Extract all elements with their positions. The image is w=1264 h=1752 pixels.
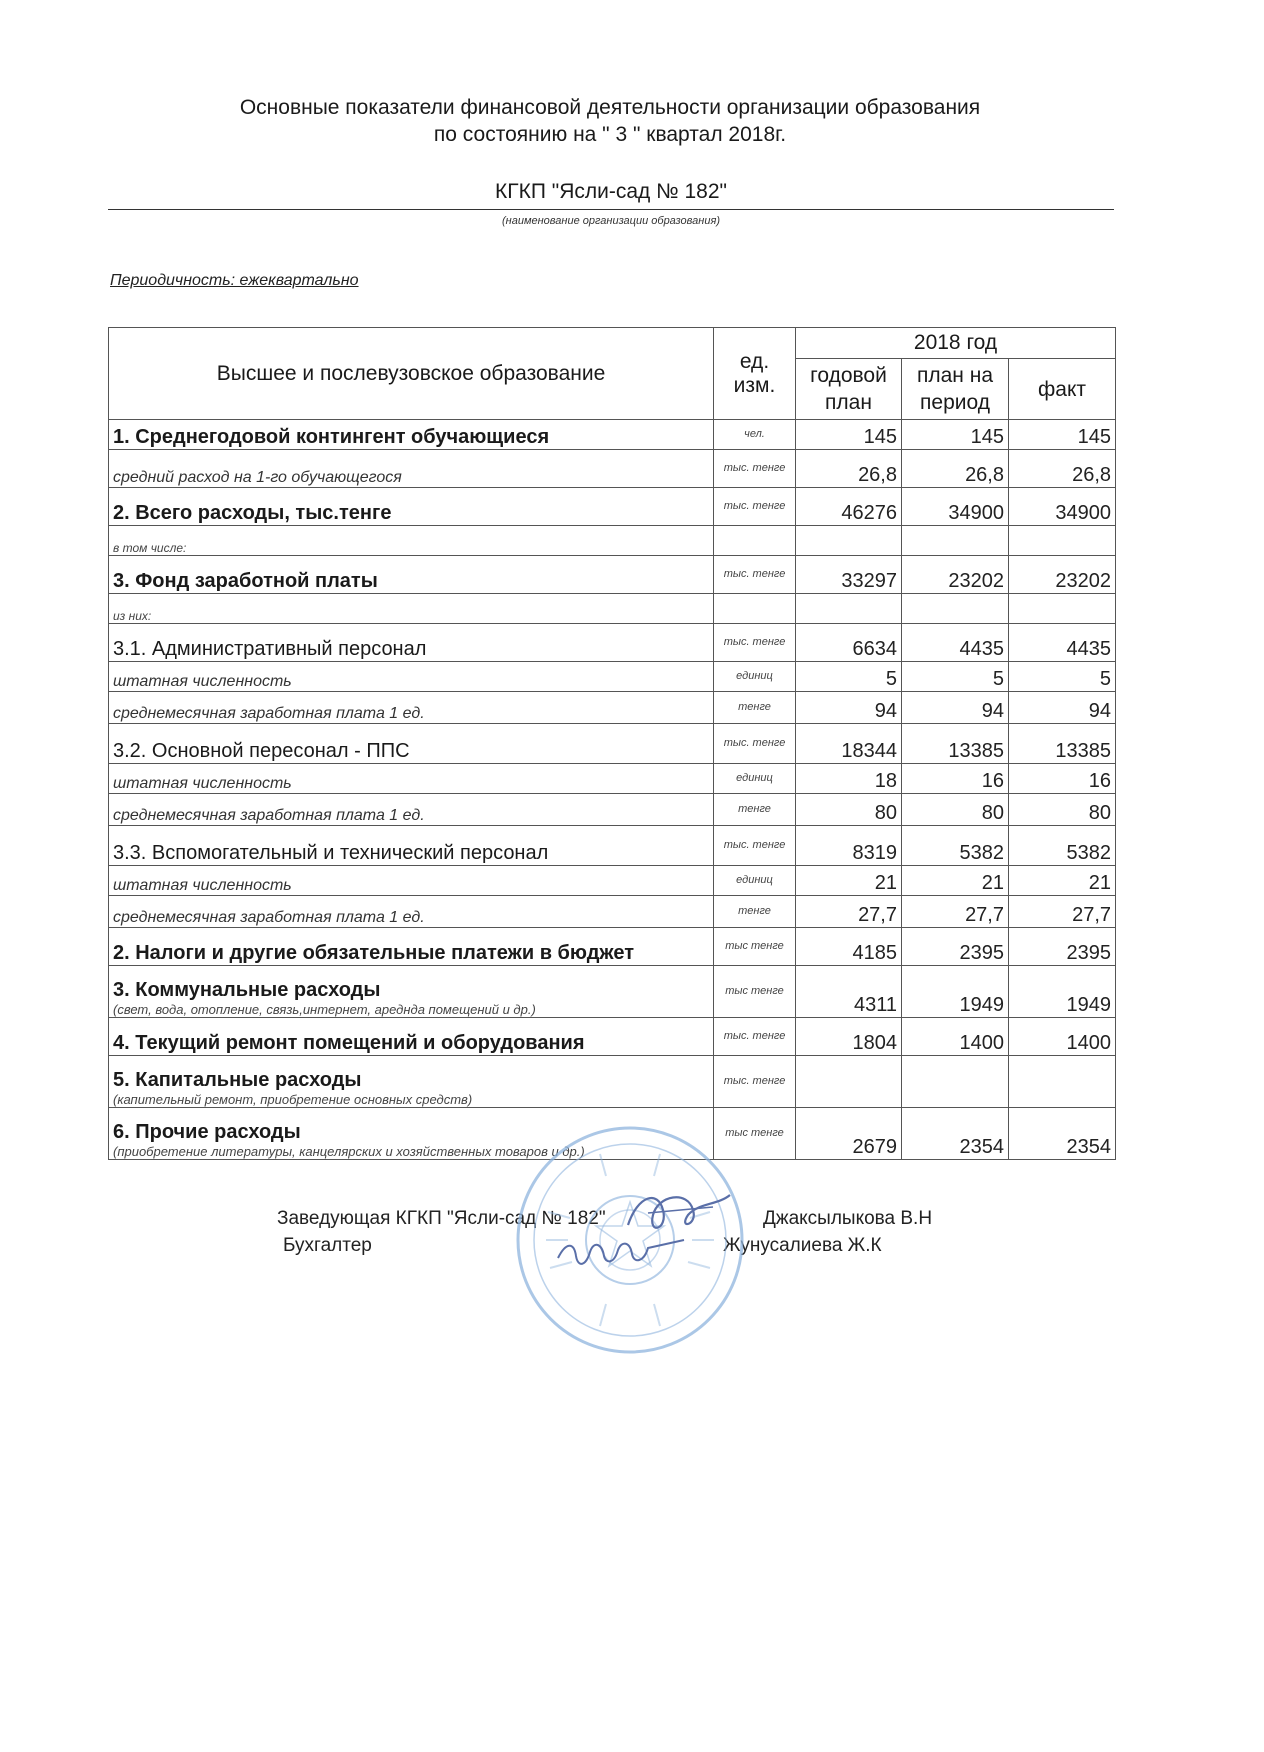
row-name: 3.3. Вспомогательный и технический персонал (109, 826, 714, 866)
organization-underline (108, 209, 1114, 210)
row-annual-value: 4311 (796, 966, 902, 1018)
row-name-note: (свет, вода, отопление, связь,интернет, аредндa помещений и др.) (113, 1002, 536, 1017)
row-fact-value: 80 (1009, 794, 1116, 826)
row-annual-value: 2679 (796, 1108, 902, 1160)
row-fact-value: 13385 (1009, 724, 1116, 764)
row-period-value: 5382 (902, 826, 1009, 866)
organization-caption: (наименование организации образования) (502, 215, 720, 227)
table-row (109, 1056, 1116, 1108)
row-unit: тыс. тенге (714, 1056, 796, 1108)
row-name: в том числе: (109, 526, 714, 556)
row-fact-value: 1949 (1009, 966, 1116, 1018)
row-annual-value: 46276 (796, 488, 902, 526)
row-period-value: 5 (902, 662, 1009, 692)
row-annual-value: 21 (796, 866, 902, 896)
periodicity-label: Периодичность: ежеквартально (110, 272, 359, 289)
row-unit: единиц (714, 764, 796, 794)
table-row (109, 724, 1116, 764)
row-annual-value: 94 (796, 692, 902, 724)
row-fact-value: 145 (1009, 420, 1116, 450)
row-period-value (902, 1056, 1009, 1108)
row-unit (714, 526, 796, 556)
table-row (109, 526, 1116, 556)
row-name: из них: (109, 594, 714, 624)
row-fact-value: 27,7 (1009, 896, 1116, 928)
row-annual-value: 8319 (796, 826, 902, 866)
row-annual-value: 4185 (796, 928, 902, 966)
table-row (109, 1018, 1116, 1056)
header-period-plan: план на период (902, 359, 1009, 420)
header-unit: ед. изм. (714, 328, 796, 420)
row-period-value: 1400 (902, 1018, 1009, 1056)
row-name: 2. Всего расходы, тыс.тенге (109, 488, 714, 526)
row-unit: тыс тенге (714, 966, 796, 1018)
row-fact-value (1009, 1056, 1116, 1108)
row-unit: чел. (714, 420, 796, 450)
row-fact-value: 94 (1009, 692, 1116, 724)
row-fact-value: 4435 (1009, 624, 1116, 662)
row-fact-value: 26,8 (1009, 450, 1116, 488)
row-annual-value: 26,8 (796, 450, 902, 488)
row-period-value (902, 526, 1009, 556)
row-unit: тыс тенге (714, 928, 796, 966)
row-fact-value (1009, 594, 1116, 624)
row-name: штатная численность (109, 764, 714, 794)
row-annual-value: 80 (796, 794, 902, 826)
row-unit: тыс. тенге (714, 556, 796, 594)
row-unit: тыс. тенге (714, 826, 796, 866)
row-period-value: 16 (902, 764, 1009, 794)
table-row (109, 662, 1116, 692)
row-period-value: 1949 (902, 966, 1009, 1018)
table-row (109, 624, 1116, 662)
table-row (109, 556, 1116, 594)
row-name-note: (приобретение литературы, канцелярских и хозяйственных товаров и др.) (113, 1144, 585, 1159)
row-unit: тенге (714, 794, 796, 826)
table-row (109, 420, 1116, 450)
accountant-title: Бухгалтер (283, 1235, 372, 1256)
row-unit (714, 594, 796, 624)
row-unit: тыс. тенге (714, 488, 796, 526)
row-annual-value: 145 (796, 420, 902, 450)
row-fact-value: 5 (1009, 662, 1116, 692)
row-period-value: 2354 (902, 1108, 1009, 1160)
row-fact-value: 34900 (1009, 488, 1116, 526)
header-education-title: Высшее и послевузовское образование (109, 328, 714, 420)
row-unit: тыс. тенге (714, 450, 796, 488)
row-unit: тыс тенге (714, 1108, 796, 1160)
header-year: 2018 год (796, 328, 1116, 359)
row-name-main: 6. Прочие расходы (113, 1121, 301, 1143)
table-row (109, 594, 1116, 624)
organization-name: КГКП "Ясли-сад № 182" (495, 180, 727, 203)
row-unit: тенге (714, 896, 796, 928)
table-row (109, 928, 1116, 966)
row-unit: тыс. тенге (714, 724, 796, 764)
row-name: среднемесячная заработная плата 1 ед. (109, 794, 714, 826)
table-row (109, 896, 1116, 928)
row-name: 3.2. Основной пересонал - ППС (109, 724, 714, 764)
row-period-value: 27,7 (902, 896, 1009, 928)
row-name: 4. Текущий ремонт помещений и оборудования (109, 1018, 714, 1056)
row-fact-value: 1400 (1009, 1018, 1116, 1056)
header-annual-plan: годовой план (796, 359, 902, 420)
row-period-value: 145 (902, 420, 1009, 450)
row-period-value: 2395 (902, 928, 1009, 966)
document-subtitle: по состоянию на " 3 " квартал 2018г. (433, 123, 787, 146)
row-annual-value: 1804 (796, 1018, 902, 1056)
row-period-value: 23202 (902, 556, 1009, 594)
row-name: штатная численность (109, 662, 714, 692)
row-period-value: 4435 (902, 624, 1009, 662)
row-period-value: 34900 (902, 488, 1009, 526)
row-period-value: 80 (902, 794, 1009, 826)
table-row (109, 794, 1116, 826)
row-name: 2. Налоги и другие обязательные платежи в бюджет (109, 928, 714, 966)
row-annual-value: 27,7 (796, 896, 902, 928)
accountant-name: Жунусалиева Ж.К (723, 1235, 882, 1256)
row-name: штатная численность (109, 866, 714, 896)
row-fact-value: 5382 (1009, 826, 1116, 866)
table-row (109, 826, 1116, 866)
row-fact-value: 2354 (1009, 1108, 1116, 1160)
row-name-main: 3. Коммунальные расходы (113, 979, 381, 1001)
row-name: среднемесячная заработная плата 1 ед. (109, 692, 714, 724)
row-unit: тыс. тенге (714, 624, 796, 662)
financial-indicators-table (108, 327, 1116, 1160)
row-period-value: 26,8 (902, 450, 1009, 488)
row-annual-value: 33297 (796, 556, 902, 594)
row-name: 1. Среднегодовой контингент обучающиеся (109, 420, 714, 450)
table-row (109, 450, 1116, 488)
row-fact-value: 2395 (1009, 928, 1116, 966)
row-period-value: 21 (902, 866, 1009, 896)
row-unit: единиц (714, 866, 796, 896)
row-name: среднемесячная заработная плата 1 ед. (109, 896, 714, 928)
row-name: 3.1. Административный персонал (109, 624, 714, 662)
table-row (109, 488, 1116, 526)
row-name (109, 966, 714, 1018)
row-annual-value: 5 (796, 662, 902, 692)
row-name: 3. Фонд заработной платы (109, 556, 714, 594)
table-row (109, 866, 1116, 896)
row-annual-value (796, 594, 902, 624)
row-annual-value (796, 1056, 902, 1108)
row-annual-value (796, 526, 902, 556)
row-name-note: (капитeльный ремонт, приобретение основных средств) (113, 1092, 473, 1107)
row-fact-value (1009, 526, 1116, 556)
table-row (109, 692, 1116, 724)
head-name: Джаксылыкова В.Н (763, 1208, 933, 1229)
row-fact-value: 16 (1009, 764, 1116, 794)
row-unit: тенге (714, 692, 796, 724)
row-unit: тыс. тенге (714, 1018, 796, 1056)
row-annual-value: 18344 (796, 724, 902, 764)
table-row (109, 764, 1116, 794)
row-fact-value: 23202 (1009, 556, 1116, 594)
table-row (109, 966, 1116, 1018)
row-name (109, 1056, 714, 1108)
row-annual-value: 6634 (796, 624, 902, 662)
row-unit: единиц (714, 662, 796, 692)
row-period-value: 13385 (902, 724, 1009, 764)
row-period-value: 94 (902, 692, 1009, 724)
row-name: средний расход на 1-го обучающегося (109, 450, 714, 488)
accountant-signature (552, 1228, 692, 1276)
row-name-main: 5. Капитальные расходы (113, 1069, 362, 1091)
row-fact-value: 21 (1009, 866, 1116, 896)
header-fact: факт (1009, 359, 1116, 420)
row-period-value (902, 594, 1009, 624)
document-title: Основные показатели финансовой деятельности организации образования (239, 96, 981, 119)
row-annual-value: 18 (796, 764, 902, 794)
head-title: Заведующая КГКП "Ясли-сад № 182" (277, 1208, 606, 1229)
